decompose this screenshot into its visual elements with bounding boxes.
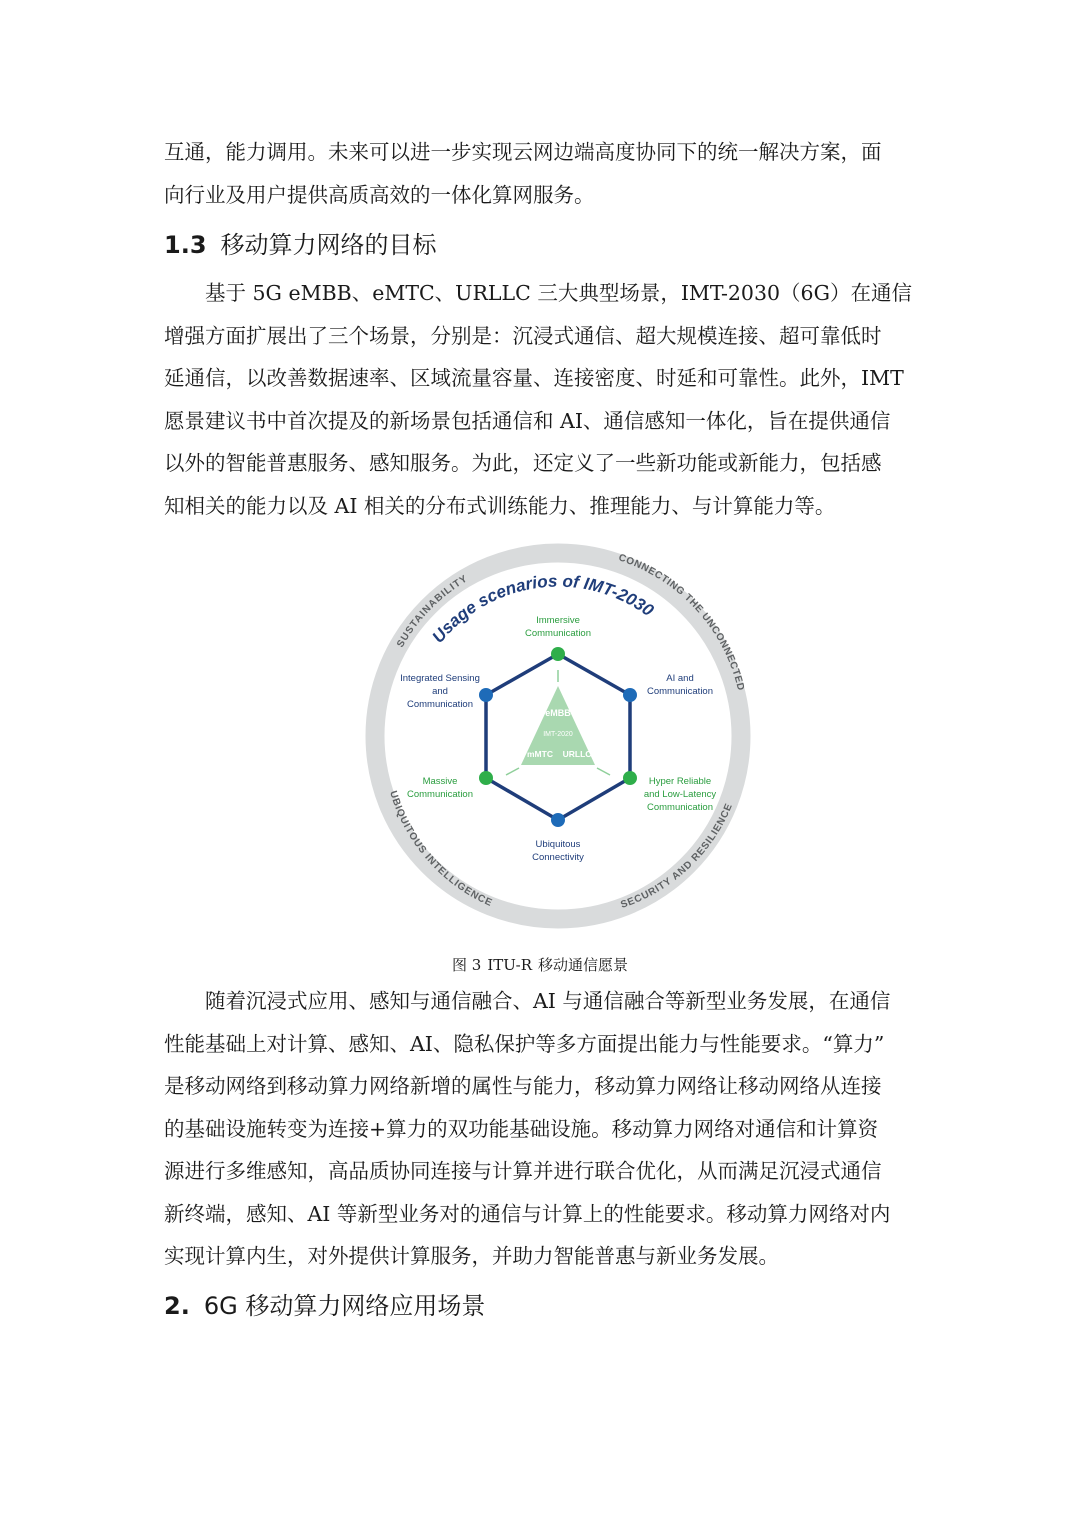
usage-scenarios-diagram xyxy=(360,538,756,934)
triangle-label-urllc: URLLC xyxy=(562,749,592,759)
section-title: 6G 移动算力网络应用场景 xyxy=(203,1292,486,1320)
triangle-label-imt-2020: IMT-2020 xyxy=(543,731,573,738)
text-line: 以外的智能普惠服务、感知服务。为此，还定义了一些新功能或新能力，包括感 xyxy=(164,451,882,475)
ring-label-security: SECURITY AND RESILIENCE xyxy=(619,801,736,911)
paragraph-3 xyxy=(164,980,920,1278)
label-hrllc-2: and Low-Latency xyxy=(643,789,717,800)
imt-2030-usage-scenarios-figure xyxy=(360,538,756,934)
label-ubiquitous-2: Connectivity xyxy=(532,852,584,863)
node-ai-communication xyxy=(623,688,637,702)
section-number: 2. xyxy=(164,1292,190,1320)
label-immersive-1: Immersive xyxy=(536,615,580,626)
figure-caption xyxy=(0,954,1080,976)
ring-label-ubiquitous: UBIQUITOUS INTELLIGENCE xyxy=(387,789,495,910)
label-ai-comm-2: Communication xyxy=(647,686,713,697)
node-immersive xyxy=(551,647,565,661)
label-hrllc-1: Hyper Reliable xyxy=(648,776,712,787)
text-line: 互通，能力调用。未来可以进一步实现云网边端高度协同下的统一解决方案，面 xyxy=(164,140,882,164)
label-ai-comm-1: AI and xyxy=(666,673,694,684)
label-isac-2: and xyxy=(432,686,448,697)
section-title: 移动算力网络的目标 xyxy=(220,231,437,259)
text-line: 延通信，以改善数据速率、区域流量容量、连接密度、时延和可靠性。此外，IMT xyxy=(164,366,904,390)
text-line: 知相关的能力以及 AI 相关的分布式训练能力、推理能力、与计算能力等。 xyxy=(164,493,836,518)
caption-label: ITU-R xyxy=(487,956,532,974)
text-line: 新终端，感知、AI 等新型业务对的通信与计算上的性能要求。移动算力网络对内 xyxy=(164,1201,891,1226)
label-immersive-2: Communication xyxy=(525,628,591,639)
triangle-label-mmtc: mMTC xyxy=(527,749,553,759)
text-line: 源进行多维感知，高品质协同连接与计算并进行联合优化，从而满足沉浸式通信 xyxy=(164,1159,882,1183)
paragraph-1 xyxy=(164,131,920,216)
caption-figure-number: 图 3 xyxy=(452,956,482,974)
node-ubiquitous xyxy=(551,813,565,827)
text-line: 增强方面扩展出了三个场景，分别是：沉浸式通信、超大规模连接、超可靠低时 xyxy=(164,323,882,348)
label-hrllc-3: Communication xyxy=(647,802,713,813)
text-line: 是移动网络到移动算力网络新增的属性与能力，移动算力网络让移动网络从连接 xyxy=(164,1074,882,1098)
triangle-label-embb: eMBB xyxy=(545,708,571,718)
text-line: 随着沉浸式应用、感知与通信融合、AI 与通信融合等新型业务发展，在通信 xyxy=(205,989,891,1013)
ring-label-connecting: CONNECTING THE UNCONNECTED xyxy=(617,552,747,693)
text-line: 向行业及用户提供高质高效的一体化算网服务。 xyxy=(164,182,595,207)
label-ubiquitous-1: Ubiquitous xyxy=(535,839,581,850)
label-isac-1: Integrated Sensing xyxy=(400,673,480,684)
node-hrllc xyxy=(623,771,637,785)
node-isac xyxy=(479,688,493,702)
text-line: 基于 5G eMBB、eMTC、URLLC 三大典型场景，IMT-2030（6G）在通信 xyxy=(205,281,912,305)
section-heading-1-3 xyxy=(164,229,437,261)
label-massive-1: Massive xyxy=(422,776,458,787)
text-line: 愿景建议书中首次提及的新场景包括通信和 AI、通信感知一体化，旨在提供通信 xyxy=(164,408,891,433)
paragraph-2 xyxy=(164,272,920,527)
figure-title: Usage scenarios of IMT-2030 xyxy=(428,571,658,647)
section-heading-2 xyxy=(164,1290,485,1322)
ring-label-sustainability: SUSTAINABILITY xyxy=(395,573,470,650)
caption-text: 移动通信愿景 xyxy=(537,956,628,974)
text-line: 性能基础上对计算、感知、AI、隐私保护等多方面提出能力与性能要求。“算力” xyxy=(164,1031,885,1056)
node-massive xyxy=(479,771,493,785)
text-line: 的基础设施转变为连接+算力的双功能基础设施。移动算力网络对通信和计算资 xyxy=(164,1116,879,1141)
label-isac-3: Communication xyxy=(407,699,473,710)
section-number: 1.3 xyxy=(164,231,207,259)
text-line: 实现计算内生，对外提供计算服务，并助力智能普惠与新业务发展。 xyxy=(164,1244,779,1268)
label-massive-2: Communication xyxy=(407,789,473,800)
